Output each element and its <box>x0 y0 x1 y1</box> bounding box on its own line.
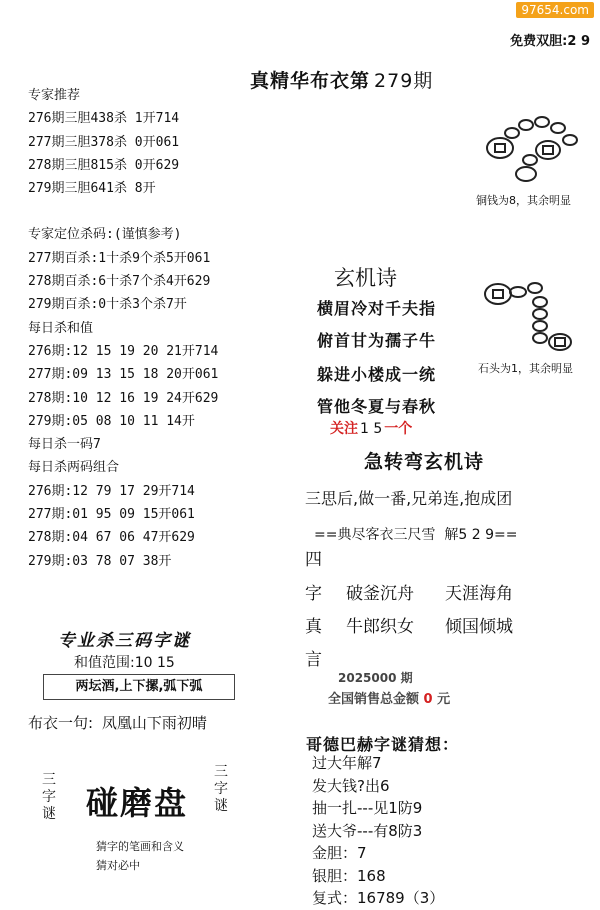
four-words-side-2: 字 <box>305 584 322 604</box>
expert-line: 277期三胆378杀 0开061 <box>28 134 180 150</box>
four-words-side-3: 真 <box>305 617 322 637</box>
poem-line: 管他冬夏与春秋 <box>317 397 437 416</box>
daily-sum-heading: 每日杀和值 <box>28 320 94 336</box>
side-riddle-left: 三字谜 <box>42 772 56 822</box>
expert-heading: 专家推荐 <box>28 88 81 103</box>
side-riddle-right: 三字谜 <box>214 764 228 814</box>
sales-amount: 0 <box>423 692 433 707</box>
expert-line: 278期三胆815杀 0开629 <box>28 157 180 173</box>
four-words-side-4: 言 <box>305 650 322 670</box>
daily-one-kill: 每日杀一码7 <box>28 437 101 453</box>
poem-line: 俯首甘为孺子牛 <box>317 331 437 350</box>
four-word-phrase: 牛郎织女 <box>346 617 414 637</box>
daily-two-line: 278期:04 67 06 47开629 <box>28 530 195 546</box>
poem-line: 横眉冷对千夫指 <box>317 299 437 318</box>
riddle-hint-2: 猜对必中 <box>96 859 140 872</box>
coin-caption-top: 铜钱为8，其余明显 <box>476 194 571 207</box>
free-pair-label: 免费双胆:2 9 <box>510 34 590 49</box>
daily-sum-line: 279期:05 08 10 11 14开 <box>28 413 195 429</box>
position-kill-line: 279期百杀:0十杀3个杀7开 <box>28 297 187 313</box>
goethe-line: 抽一扎---见1防9 <box>312 799 423 817</box>
title-issue: 279期 <box>374 70 434 92</box>
expert-line: 276期三胆438杀 1开714 <box>28 111 180 127</box>
goethe-line: 过大年解7 <box>312 754 382 772</box>
sales-total <box>328 688 450 707</box>
daily-two-heading: 每日杀两码组合 <box>28 460 120 476</box>
goethe-line: 银胆：168 <box>312 866 386 885</box>
goethe-line: 金胆：7 <box>312 844 367 862</box>
riddle-box-title: 专业杀三码字谜 <box>58 631 191 651</box>
turn-line-2: ==典尽客衣三尺雪 解5 2 9== <box>314 527 518 543</box>
daily-sum-line: 276期:12 15 19 20 21开714 <box>28 343 219 359</box>
goethe-line: 送大爷---有8防3 <box>312 821 423 840</box>
position-kill-line: 277期百杀:1十杀9个杀5开061 <box>28 250 211 266</box>
daily-sum-line: 277期:09 13 15 18 20开061 <box>28 367 219 383</box>
goethe-title: 哥德巴赫字谜猜想： <box>306 735 460 754</box>
four-word-phrase: 天涯海角 <box>445 584 513 604</box>
riddle-phrase-box <box>43 674 235 700</box>
focus-label: 关注 <box>330 421 358 437</box>
one-line-label: 布衣一句: <box>28 714 94 732</box>
focus-numbers: 1 5 <box>360 421 383 437</box>
daily-two-line: 276期:12 79 17 29开714 <box>28 483 195 499</box>
poem-focus <box>330 418 412 438</box>
sales-issue: 2025000 期 <box>338 671 413 685</box>
daily-two-line: 277期:01 95 09 15开061 <box>28 507 195 523</box>
site-watermark: 97654.com <box>516 2 594 18</box>
goethe-line: 发大钱?出6 <box>312 776 390 795</box>
coin-caption-bottom: 石头为1，其余明显 <box>478 362 573 375</box>
riddle-big-word: 碰磨盘 <box>86 784 189 822</box>
riddle-phrase: 两坛酒,上下摞,弧下弧 <box>75 679 203 694</box>
position-kill-heading: 专家定位杀码:(谨慎参考) <box>28 227 182 243</box>
goethe-list <box>312 752 444 910</box>
daily-sum-line: 278期:10 12 16 19 24开629 <box>28 390 219 406</box>
daily-two-line: 279期:03 78 07 38开 <box>28 553 172 569</box>
sales-unit: 元 <box>437 692 451 707</box>
focus-tail: 一个 <box>384 421 413 437</box>
coin-chain-icon <box>478 110 588 190</box>
four-words-side-1: 四 <box>305 550 322 570</box>
expert-line: 279期三胆641杀 8开 <box>28 181 156 197</box>
page-title <box>250 66 433 93</box>
position-kill-line: 278期百杀:6十杀7个杀4开629 <box>28 274 211 290</box>
stone-chain-icon <box>478 272 588 354</box>
turn-title: 急转弯玄机诗 <box>364 451 485 473</box>
sales-label: 全国销售总金额 <box>328 692 420 707</box>
one-line-text: 凤凰山下雨初晴 <box>101 714 207 732</box>
riddle-hint-1: 猜字的笔画和含义 <box>96 840 184 853</box>
four-word-phrase: 破釜沉舟 <box>346 584 414 604</box>
turn-line-1: 三思后,做一番,兄弟连,抱成团 <box>305 489 513 508</box>
riddle-range: 和值范围:10 15 <box>74 655 175 671</box>
poem-line: 躲进小楼成一统 <box>317 365 437 384</box>
poem-title: 玄机诗 <box>334 266 397 290</box>
one-line-row <box>28 712 207 733</box>
four-word-phrase: 倾国倾城 <box>445 617 513 637</box>
left-column <box>28 84 218 573</box>
goethe-line: 复式：16789（3） <box>312 889 445 907</box>
title-main: 真精华布衣第 <box>250 70 371 92</box>
